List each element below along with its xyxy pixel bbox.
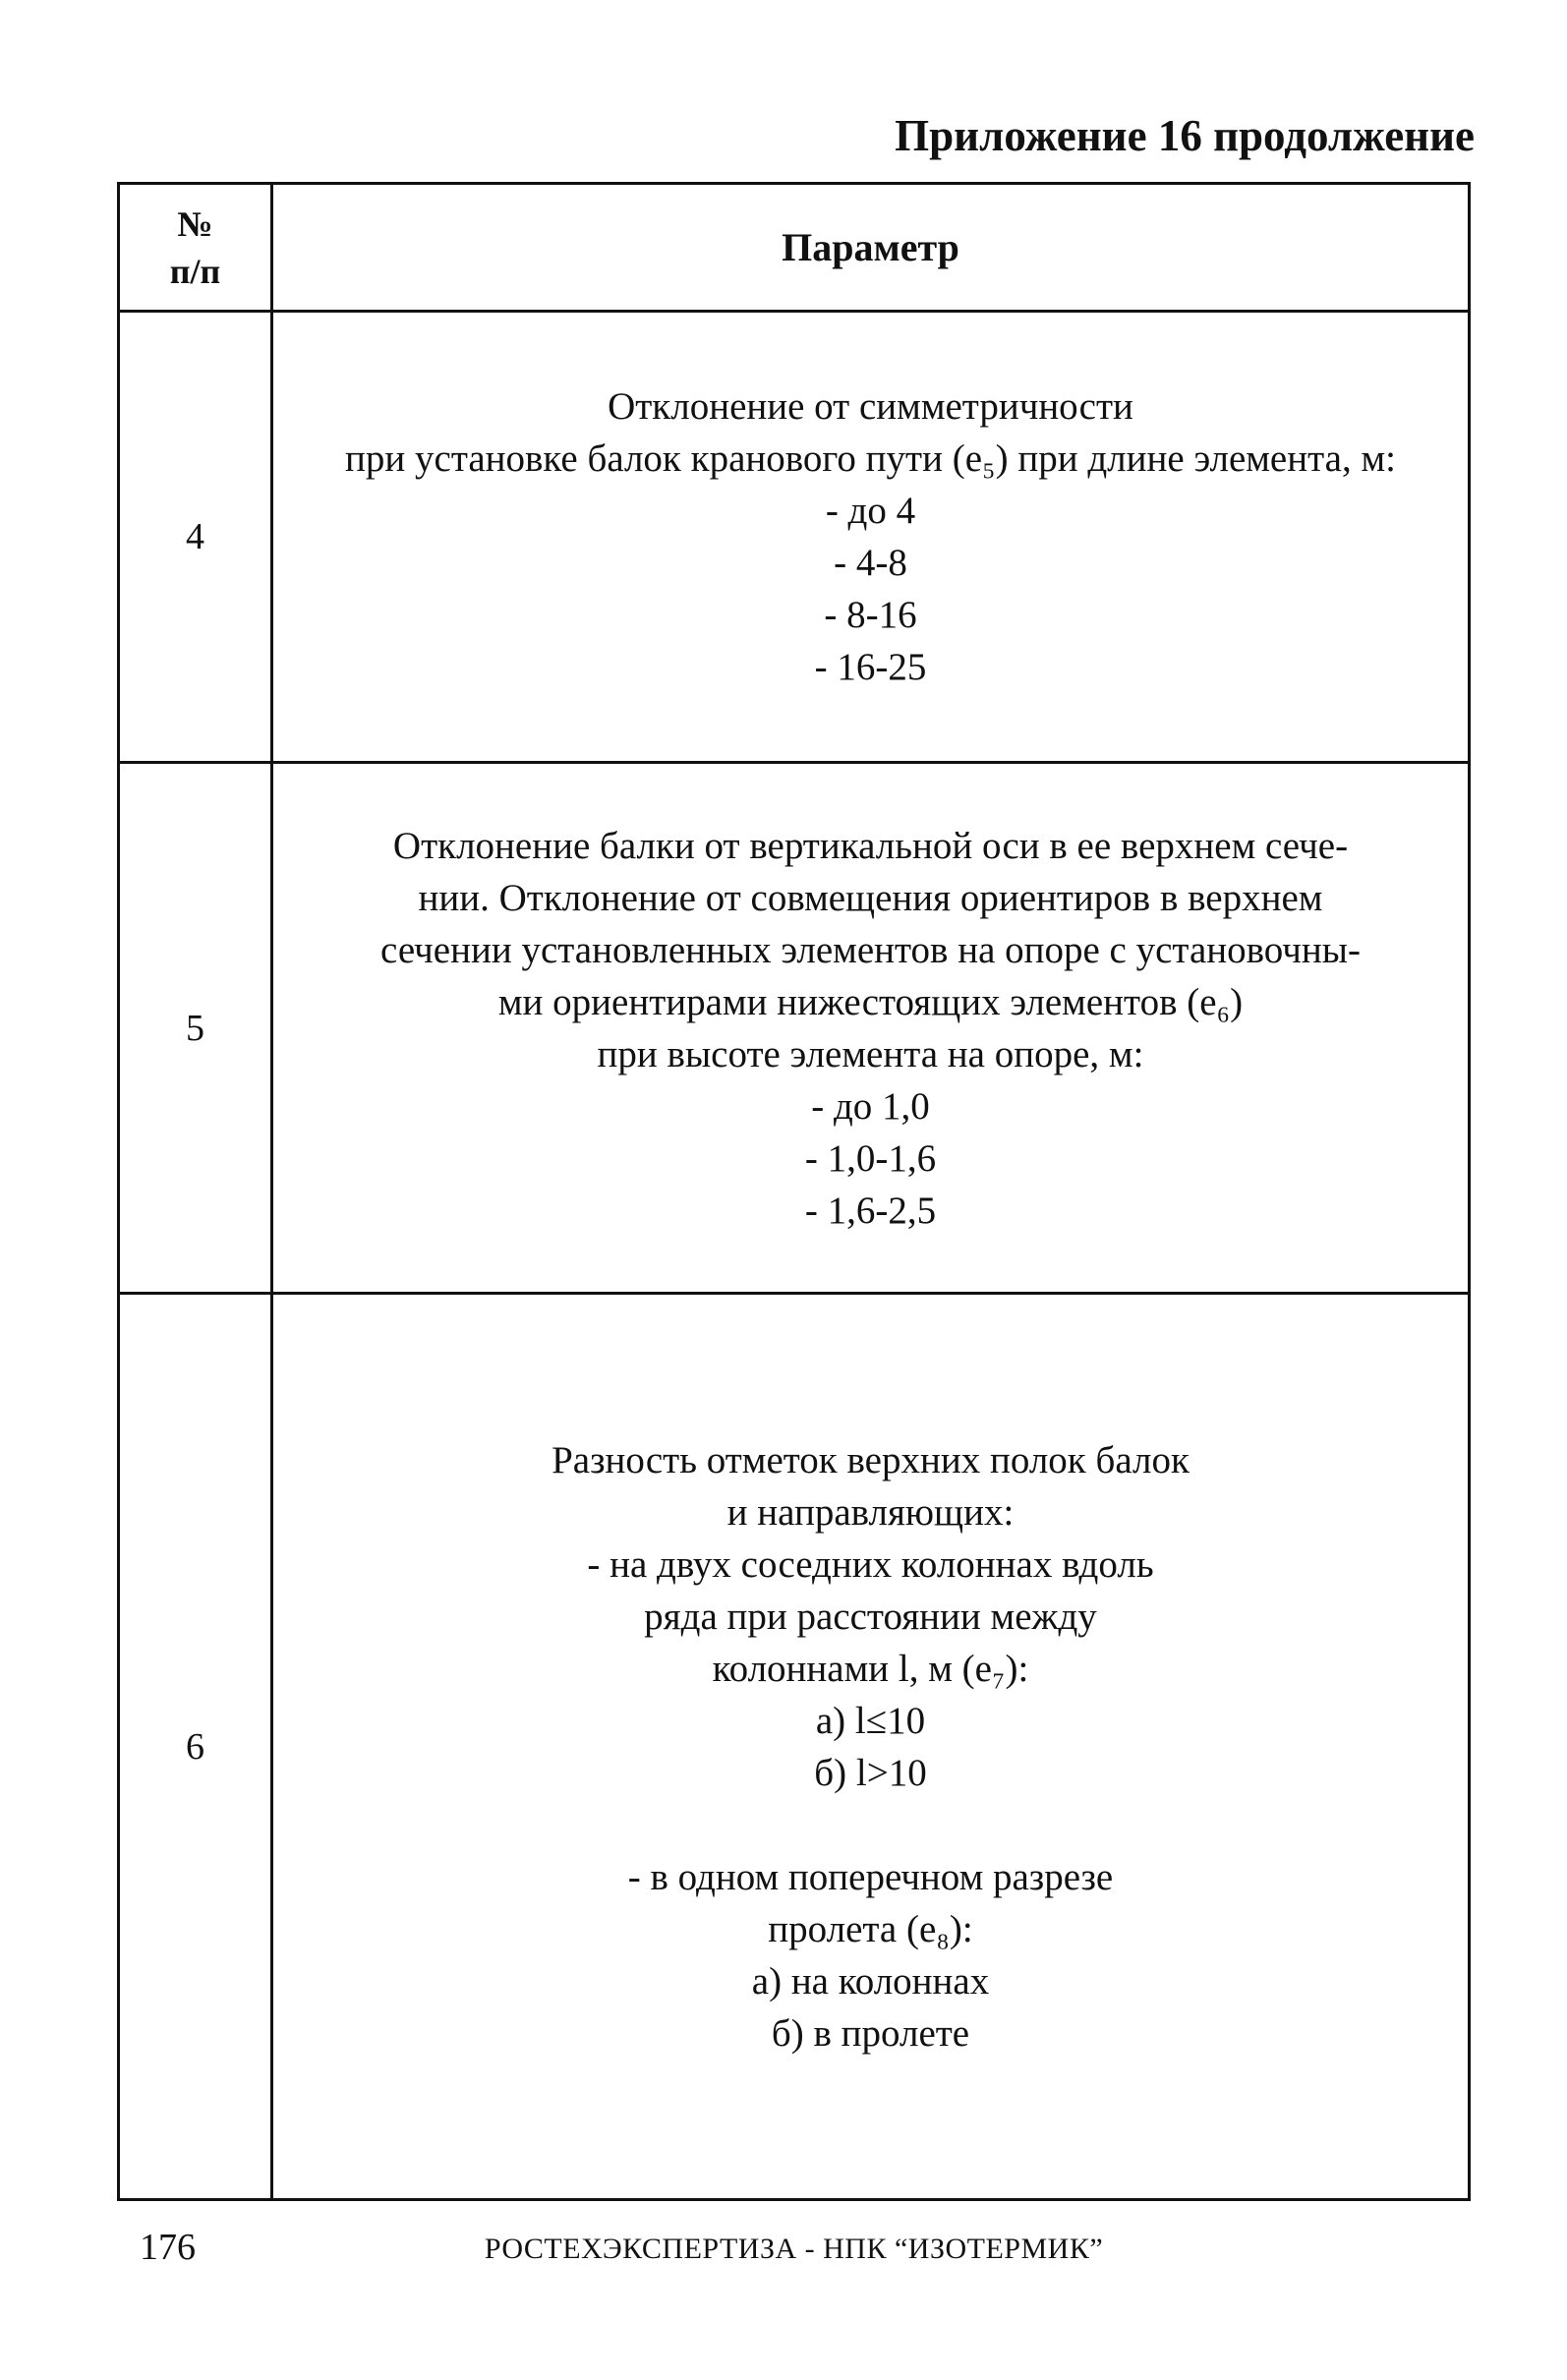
- parameter-line: ми ориентирами нижестоящих элементов (e₆): [497, 980, 1244, 1023]
- parameter-line: нии. Отклонение от совмещения ориентиров в верхнем: [418, 876, 1323, 919]
- parameter-line: - до 4: [825, 490, 916, 532]
- parameter-line: при установке балок кранового пути (e₅) при длине элемента, м:: [345, 437, 1396, 480]
- page-number: 176: [140, 2227, 196, 2268]
- appendix-title: Приложение 16 продолжение: [895, 111, 1475, 160]
- parameter-line: - 16-25: [814, 646, 927, 688]
- parameter-line: - 1,0-1,6: [804, 1136, 937, 1180]
- parameter-line: Отклонение от симметричности: [608, 385, 1133, 428]
- row-number: 6: [186, 1725, 204, 1768]
- parameter-line: и направляющих:: [726, 1490, 1015, 1534]
- publisher-footer: РОСТЕХЭКСПЕРТИЗА - НПК “ИЗОТЕРМИК”: [484, 2233, 1104, 2265]
- table-row: [120, 761, 1468, 1292]
- parameter-line: [551, 1799, 1190, 1851]
- parameter-line: а) l≤10: [815, 1699, 926, 1742]
- table-header-row: [120, 185, 1468, 310]
- table-row: [120, 1292, 1468, 2198]
- parameter-line: колоннами l, м (e₇):: [712, 1647, 1029, 1690]
- parameter-line: - 1,6-2,5: [804, 1189, 937, 1232]
- row-parameter: [273, 1295, 1468, 2198]
- header-number-abbr: п/п: [169, 251, 221, 291]
- parameter-line: Разность отметок верхних полок балок: [551, 1438, 1190, 1481]
- parameter-line: б) l>10: [814, 1751, 927, 1794]
- parameter-table: [117, 182, 1471, 2201]
- header-number-symbol: №: [177, 203, 213, 244]
- header-number-cell: [120, 185, 270, 310]
- parameter-line: ряда при расстоянии между: [644, 1595, 1097, 1638]
- parameter-line: - 4-8: [834, 542, 907, 584]
- parameter-line: - 8-16: [824, 594, 917, 636]
- parameter-line: а) на колоннах: [751, 1959, 990, 2003]
- parameter-line: - на двух соседних колоннах вдоль: [587, 1542, 1154, 1586]
- parameter-line: пролета (e₈):: [768, 1907, 973, 1950]
- parameter-line: б) в пролете: [771, 2011, 970, 2055]
- table-row: [120, 310, 1468, 761]
- row-parameter: [273, 764, 1468, 1292]
- parameter-line: Отклонение балки от вертикальной оси в ее верхнем сече-: [392, 824, 1349, 867]
- parameter-line: при высоте элемента на опоре, м:: [597, 1032, 1144, 1075]
- header-parameter-cell: Параметр: [782, 225, 959, 269]
- row-parameter: [273, 313, 1468, 761]
- row-number: 4: [186, 516, 204, 557]
- parameter-line: сечении установленных элементов на опоре с установочны-: [380, 928, 1361, 971]
- parameter-line: - до 1,0: [811, 1084, 930, 1128]
- parameter-line: - в одном поперечном разрезе: [627, 1855, 1114, 1898]
- row-number: 5: [186, 1007, 204, 1049]
